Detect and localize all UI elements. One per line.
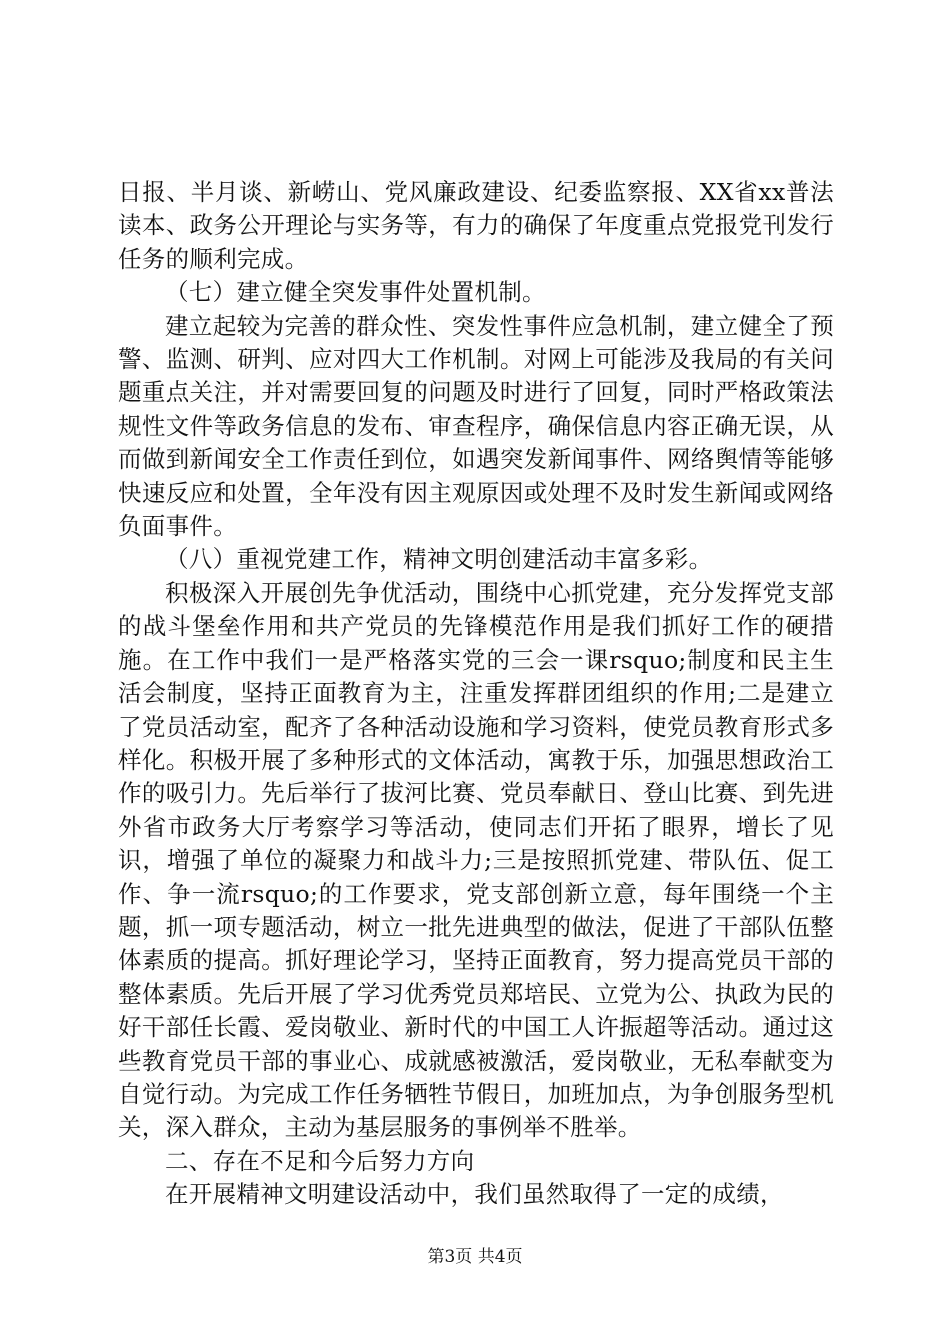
- paragraph-4: 在开展精神文明建设活动中，我们虽然取得了一定的成绩，: [165, 1180, 784, 1209]
- page-number-footer: 第3页 共4页: [427, 1247, 523, 1267]
- paragraph-1: 日报、半月谈、新崂山、党风廉政建设、纪委监察报、XX省xx普法读本、政务公开理论与实务等，有力的确保了年度重点党报党刊发行任务的顺利完成。: [118, 178, 834, 273]
- paragraph-2: 建立起较为完善的群众性、突发性事件应急机制，建立健全了预警、监测、研判、应对四大工作机制。对网上可能涉及我局的有关问题重点关注，并对需要回复的问题及时进行了回复，同时严格政策法规性文件等政务信息的发布、审查程序，确保信息内容正确无误，从而做到新闻安全工作责任到位，如遇突发新闻事件、网络舆情等能够快速反应和处置，全年没有因主观原因或处理不及时发生新闻或网络负面事件。: [118, 311, 834, 541]
- section-heading-8: （八）重视党建工作，精神文明创建活动丰富多彩。: [165, 545, 713, 574]
- section-heading-2: 二、存在不足和今后努力方向: [165, 1146, 475, 1175]
- paragraph-3: 积极深入开展创先争优活动，围绕中心抓党建，充分发挥党支部的战斗堡垒作用和共产党员的先锋模范作用是我们抓好工作的硬措施。在工作中我们一是严格落实党的三会一课rsquo;制度和民主生活会制度，坚持正面教育为主，注重发挥群团组织的作用;二是建立了党员活动室，配齐了各种活动设施和学习资料，使党员教育形式多样化。积极开展了多种形式的文体活动，寓教于乐，加强思想政治工作的吸引力。先后举行了拔河比赛、党员奉献日、登山比赛、到先进外省市政务大厅考察学习等活动，使同志们开拓了眼界，增长了见识，增强了单位的凝聚力和战斗力;三是按照抓党建、带队伍、促工作、争一流rsquo;的工作要求，党支部创新立意，每年围绕一个主题，抓一项专题活动，树立一批先进典型的做法，促进了干部队伍整体素质的提高。抓好理论学习，坚持正面教育，努力提高党员干部的整体素质。先后开展了学习优秀党员郑培民、立党为公、执政为民的好干部任长霞、爱岗敬业、新时代的中国工人许振超等活动。通过这些教育党员干部的事业心、成就感被激活，爱岗敬业，无私奉献变为自觉行动。为完成工作任务牺牲节假日，加班加点，为争创服务型机关，深入群众，主动为基层服务的事例举不胜举。: [118, 578, 834, 1142]
- document-body: [118, 176, 834, 1212]
- section-heading-7: （七）建立健全突发事件处置机制。: [165, 278, 546, 307]
